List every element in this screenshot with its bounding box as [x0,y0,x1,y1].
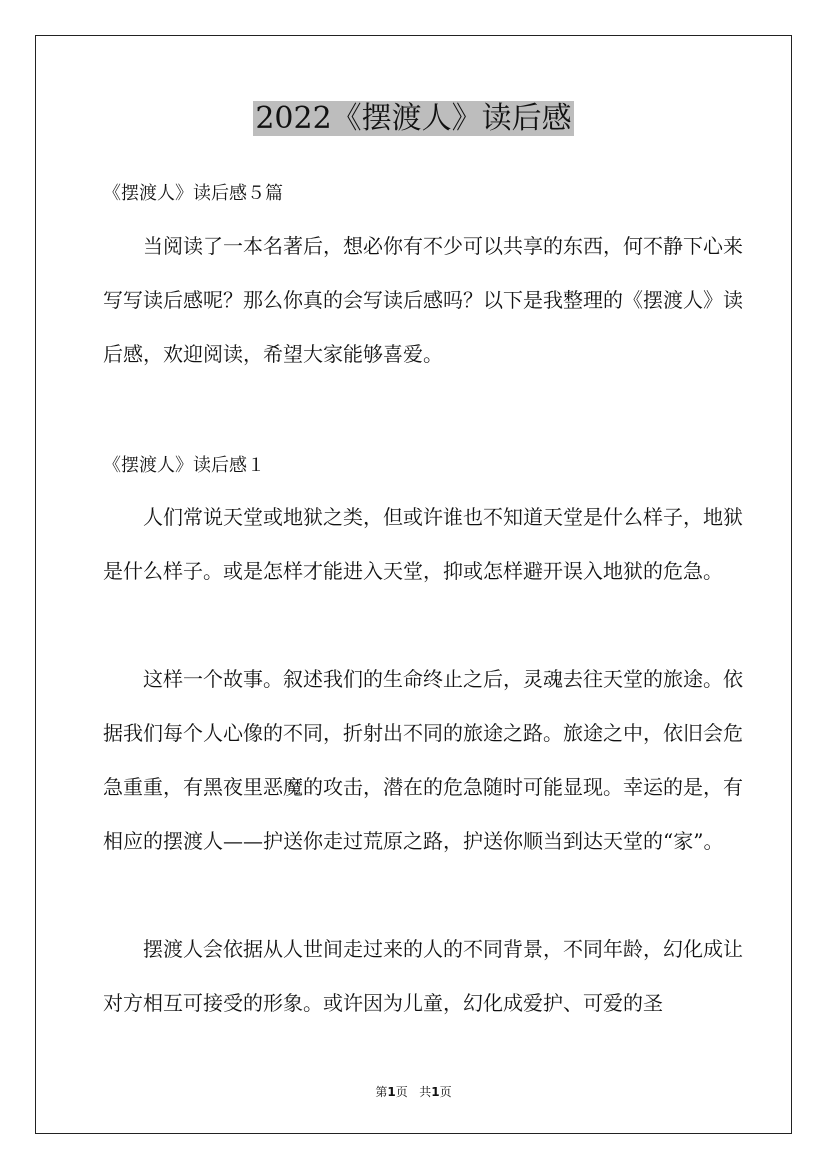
page-footer [0,1084,827,1100]
body-paragraph-2: 这样一个故事。叙述我们的生命终止之后，灵魂去往天堂的旅途。依据我们每个人心像的不同，折射出不同的旅途之路。旅途之中，依旧会危急重重，有黑夜里恶魔的攻击，潜在的危急随时可能显现。幸运的是，有相应的摆渡人——护送你走过荒原之路，护送你顺当到达天堂的“家”。 [103,667,743,853]
total-pages-label: 共1页 [419,1085,452,1099]
body-paragraph-1: 人们常说天堂或地狱之类，但或许谁也不知道天堂是什么样子，地狱是什么样子。或是怎样才能进入天堂，抑或怎样避开误入地狱的危急。 [103,505,743,583]
document-subtitle: 《摆渡人》读后感５篇 [103,183,283,204]
intro-paragraph: 当阅读了一本名著后，想必你有不少可以共享的东西，何不静下心来写写读后感呢？那么你真的会写读后感吗？以下是我整理的《摆渡人》读后感，欢迎阅读，希望大家能够喜爱。 [103,234,743,366]
body-paragraph-3: 摆渡人会依据从人世间走过来的人的不同背景，不同年龄，幻化成让对方相互可接受的形象。或许因为儿童，幻化成爱护、可爱的圣 [103,937,743,1015]
page-number-label: 第1页 [375,1085,408,1099]
document-title-wrap [0,96,827,142]
document-title: 2022《摆渡人》读后感 [255,101,572,136]
section-heading: 《摆渡人》读后感１ [103,455,265,476]
